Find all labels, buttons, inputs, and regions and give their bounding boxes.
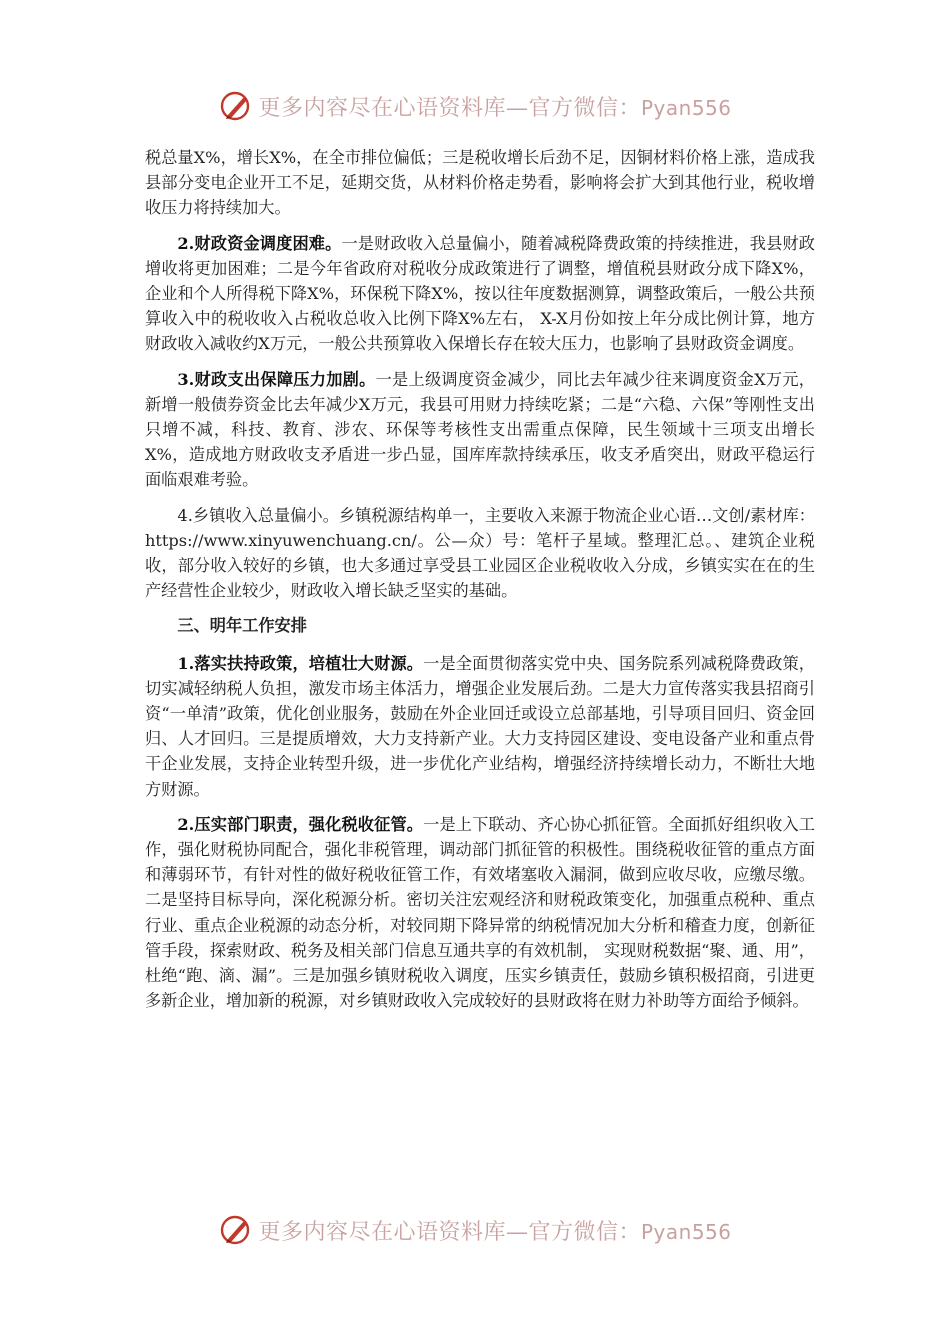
header-banner: [0, 86, 950, 126]
paragraph-title: 1.落实扶持政策，培植壮大财源。: [177, 653, 424, 673]
pen-logo-icon: [218, 1212, 254, 1248]
paragraph-fund-scheduling: [145, 231, 815, 357]
document-body: [145, 145, 815, 1024]
pen-logo-icon: [218, 88, 254, 124]
paragraph-title: 2.财政资金调度困难。: [177, 233, 342, 253]
paragraph-text: 一是财政收入总量偏小，随着减税降费政策的持续推进，我县财政增收将更加困难；二是今年省政府对税收分成政策进行了调整，增值税县财政分成下降X%，企业和个人所得税下降X%，环保税下降X%，按以往年度数据测算，调整政策后，一般公共预算收入中的税收收入占税收总收入比例下降X%左右， X-X月份如按上年分成比例计算，地方财政收入减收约X万元，一般公共预算收入保增长存在较大压力，也影响了县财政资金调度。: [145, 233, 815, 354]
footer-banner-text: 更多内容尽在心语资料库—官方微信：Pyan556: [258, 1219, 732, 1245]
paragraph-text: 一是上级调度资金减少，同比去年减少往来调度资金X万元，新增一般债券资金比去年减少X万元，我县可用财力持续吃紧；二是“六稳、六保”等刚性支出只增不减，科技、教育、涉农、环保等考核性支出需重点保障，民生领域十三项支出增长X%，造成地方财政收支矛盾进一步凸显，国库库款持续承压，收支矛盾突出，财政平稳运行面临艰难考验。: [145, 369, 815, 490]
paragraph-text: 一是上下联动、齐心协心抓征管。全面抓好组织收入工作，强化财税协同配合，强化非税管理，调动部门抓征管的积极性。围绕税收征管的重点方面和薄弱环节，有针对性的做好税收征管工作，有效堵塞收入漏洞，做到应收尽收，应缴尽缴。二是坚持目标导向，深化税源分析。密切关注宏观经济和财税政策变化，加强重点税种、重点行业、重点企业税源的动态分析，对较同期下降异常的纳税情况加大分析和稽查力度，创新征管手段，探索财政、税务及相关部门信息互通共享的有效机制， 实现财税数据“聚、通、用”，杜绝“跑、滴、漏”。三是加强乡镇财税收入调度，压实乡镇责任，鼓励乡镇积极招商，引进更多新企业，增加新的税源，对乡镇财政收入完成较好的县财政将在财力补助等方面给予倾斜。: [145, 814, 815, 1011]
paragraph-continued: 税总量X%，增长X%，在全市排位偏低；三是税收增长后劲不足，因铜材料价格上涨，造成我县部分变电企业开工不足，延期交货，从材料价格走势看，影响将会扩大到其他行业，税收增收压力将持续加大。: [145, 148, 815, 218]
header-wechat-id: Pyan556: [641, 95, 732, 120]
paragraph-tax-collection: [145, 812, 815, 1014]
paragraph-title: 3.财政支出保障压力加剧。: [177, 369, 376, 389]
header-banner-text: 更多内容尽在心语资料库—官方微信：Pyan556: [258, 95, 732, 121]
footer-wechat-id: Pyan556: [641, 1219, 732, 1244]
footer-banner: [0, 1210, 950, 1250]
paragraph-support-policy: [145, 651, 815, 802]
paragraph-text: 一是全面贯彻落实党中央、国务院系列减税降费政策，切实减轻纳税人负担，激发市场主体活力，增强企业发展后劲。二是大力宣传落实我县招商引资“一单清”政策，优化创业服务，鼓励在外企业回迁或设立总部基地，引导项目回归、资金回归、人才回归。三是提质增效，大力支持新产业。大力支持园区建设、变电设备产业和重点骨干企业发展，支持企业转型升级，进一步优化产业结构，增强经济持续增长动力，不断壮大地方财源。: [145, 653, 815, 799]
paragraph-township-revenue: 4.乡镇收入总量偏小。乡镇税源结构单一，主要收入来源于物流企业心语…文创/素材库：https://www.xinyuwenchuang.cn/。公—众）号：笔杆子星域。整理汇总。、建筑企业税收，部分收入较好的乡镇，也大多通过享受县工业园区企业税收收入分成，乡镇实实在在的生产经营性企业较少，财政收入增长缺乏坚实的基础。: [145, 505, 815, 601]
paragraph-expenditure-pressure: [145, 367, 815, 493]
section-heading: 三、明年工作安排: [177, 616, 307, 636]
paragraph-title: 2.压实部门职责，强化税收征管。: [177, 814, 424, 834]
